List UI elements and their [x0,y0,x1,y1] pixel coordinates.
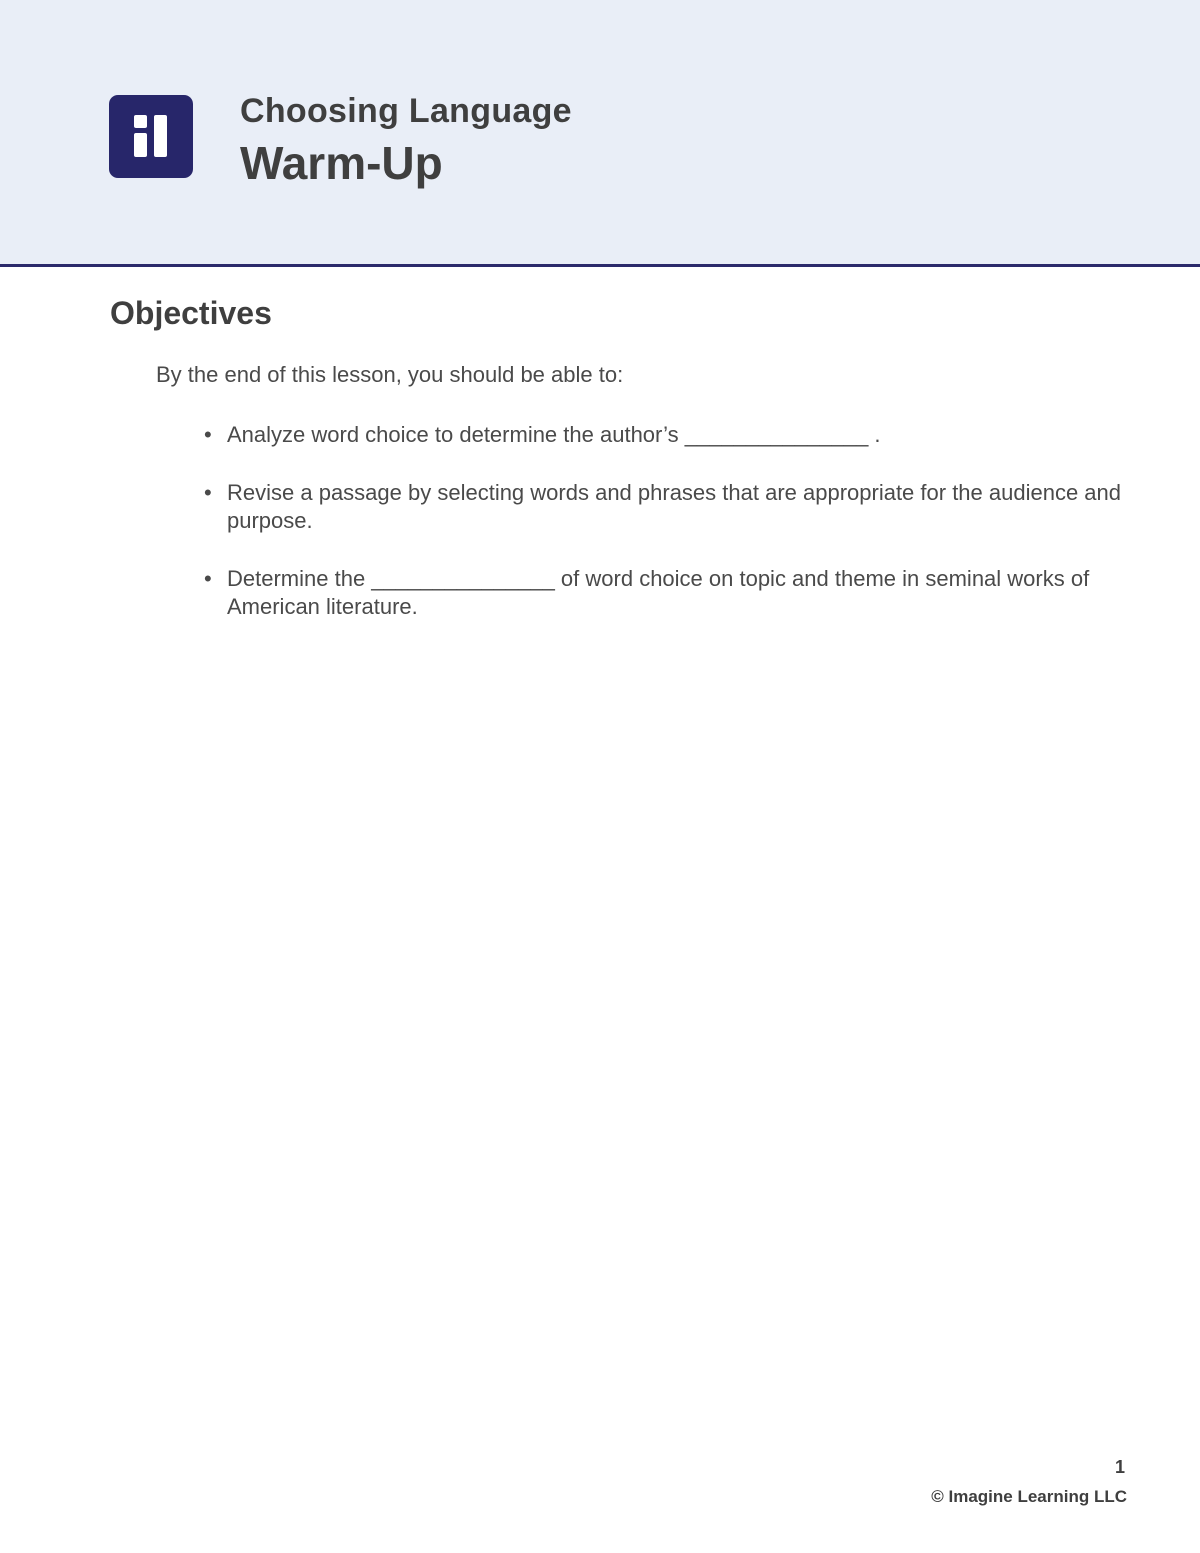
logo-i-dot [134,115,147,128]
page-title: Warm-Up [240,137,443,189]
header-band [0,0,1200,267]
objective-item [204,421,1124,449]
objectives-intro: By the end of this lesson, you should be able to: [156,362,624,387]
imagine-learning-logo-icon [109,95,193,178]
copyright-notice: © Imagine Learning LLC [931,1487,1127,1506]
logo-l-stem [154,115,167,157]
page-number: 1 [1114,1457,1125,1477]
objectives-list [204,421,1124,651]
bullet-icon: • [204,422,212,447]
objectives-heading: Objectives [110,295,272,331]
objective-text: Determine the _______________ of word choice on topic and theme in seminal works of American literature. [227,566,1090,619]
logo-i-stem [134,133,147,157]
bullet-icon: • [204,566,212,591]
bullet-icon: • [204,480,212,505]
objective-item [204,565,1124,621]
objective-text: Revise a passage by selecting words and phrases that are appropriate for the audience and purpose. [227,480,1122,533]
objective-text: Analyze word choice to determine the author’s _______________ . [227,422,881,447]
objective-item [204,479,1124,535]
lesson-subtitle: Choosing Language [240,92,572,130]
